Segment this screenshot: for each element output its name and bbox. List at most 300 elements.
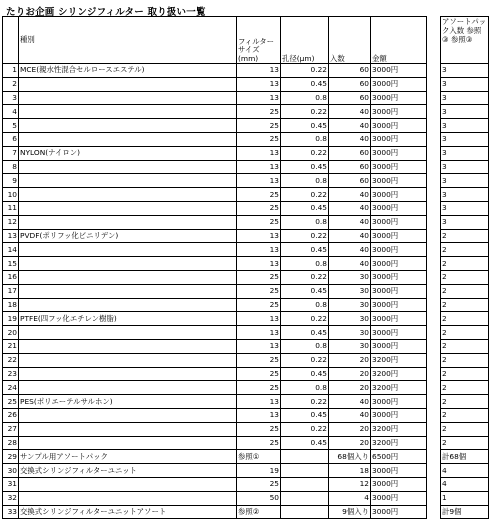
qty-cell: 30: [329, 312, 371, 326]
assort-row: [441, 119, 489, 133]
table-row: [3, 339, 427, 353]
table-row: [3, 105, 427, 119]
pore-cell: 0.45: [281, 77, 329, 91]
assort-row: [441, 243, 489, 257]
type-cell: [19, 298, 237, 312]
assort-row: [441, 174, 489, 188]
row-number: 4: [3, 105, 19, 119]
table-row: [3, 270, 427, 284]
pore-cell: 0.22: [281, 422, 329, 436]
type-cell: [19, 215, 237, 229]
assort-cell: 2: [441, 298, 489, 312]
assort-row: [441, 477, 489, 491]
assort-row: [441, 367, 489, 381]
pore-cell: 0.22: [281, 188, 329, 202]
size-cell: 25: [237, 367, 281, 381]
qty-cell: 18: [329, 464, 371, 478]
table-row: [3, 395, 427, 409]
assort-row: [441, 146, 489, 160]
row-number: 14: [3, 243, 19, 257]
assort-cell: 2: [441, 381, 489, 395]
table-row: [3, 477, 427, 491]
qty-cell: 30: [329, 339, 371, 353]
table-row: [3, 146, 427, 160]
size-cell: 25: [237, 215, 281, 229]
assort-cell: 2: [441, 436, 489, 450]
row-number: 32: [3, 491, 19, 505]
price-cell: 3000円: [371, 91, 427, 105]
header-assort: アソートパック入数 参照③ 参照③: [441, 17, 489, 64]
size-cell: 13: [237, 64, 281, 78]
size-cell: 25: [237, 284, 281, 298]
row-number: 7: [3, 146, 19, 160]
assort-row: [441, 201, 489, 215]
row-number: 33: [3, 505, 19, 519]
qty-cell: 68個入り: [329, 450, 371, 464]
table-row: [3, 119, 427, 133]
price-cell: 3000円: [371, 146, 427, 160]
header-row: [3, 17, 427, 64]
assort-row: [441, 464, 489, 478]
pore-cell: 0.8: [281, 339, 329, 353]
price-cell: 3000円: [371, 201, 427, 215]
qty-cell: 40: [329, 243, 371, 257]
size-cell: 13: [237, 339, 281, 353]
pore-cell: 0.8: [281, 257, 329, 271]
row-number: 16: [3, 270, 19, 284]
price-cell: 3000円: [371, 477, 427, 491]
pore-cell: [281, 450, 329, 464]
assort-row: [441, 339, 489, 353]
type-cell: [19, 160, 237, 174]
table-row: [3, 91, 427, 105]
assort-row: [441, 188, 489, 202]
assort-cell: 2: [441, 353, 489, 367]
qty-cell: 20: [329, 436, 371, 450]
pore-cell: 0.22: [281, 270, 329, 284]
qty-cell: 40: [329, 257, 371, 271]
assort-row: [441, 505, 489, 519]
qty-cell: 30: [329, 326, 371, 340]
assort-row: [441, 326, 489, 340]
size-cell: 13: [237, 326, 281, 340]
table-row: [3, 257, 427, 271]
assort-row: [441, 257, 489, 271]
header-pore: 孔径(μm): [281, 17, 329, 64]
assort-row: [441, 450, 489, 464]
assort-cell: 2: [441, 326, 489, 340]
row-number: 20: [3, 326, 19, 340]
pore-cell: [281, 464, 329, 478]
size-cell: 25: [237, 119, 281, 133]
assort-cell: 3: [441, 146, 489, 160]
size-cell: 50: [237, 491, 281, 505]
assort-row: [441, 160, 489, 174]
table-row: [3, 215, 427, 229]
header-price: 金額: [371, 17, 427, 64]
assort-cell: 3: [441, 132, 489, 146]
size-cell: 25: [237, 188, 281, 202]
qty-cell: 40: [329, 105, 371, 119]
assort-cell: 計9個: [441, 505, 489, 519]
row-number: 31: [3, 477, 19, 491]
qty-cell: 40: [329, 201, 371, 215]
assort-cell: 2: [441, 408, 489, 422]
qty-cell: 40: [329, 229, 371, 243]
pore-cell: 0.8: [281, 215, 329, 229]
row-number: 18: [3, 298, 19, 312]
type-cell: [19, 257, 237, 271]
type-cell: NYLON(ナイロン): [19, 146, 237, 160]
type-cell: [19, 381, 237, 395]
assort-cell: 2: [441, 257, 489, 271]
qty-cell: 40: [329, 188, 371, 202]
price-cell: 3000円: [371, 119, 427, 133]
assort-cell: 2: [441, 229, 489, 243]
sheet-title: たりお企画 シリンジフィルター 取り扱い一覧: [6, 7, 206, 18]
price-cell: 3000円: [371, 257, 427, 271]
price-cell: 3000円: [371, 77, 427, 91]
qty-cell: 40: [329, 395, 371, 409]
pore-cell: 0.22: [281, 312, 329, 326]
row-number: 21: [3, 339, 19, 353]
table-row: [3, 422, 427, 436]
table-row: [3, 367, 427, 381]
assort-row: [441, 436, 489, 450]
row-number: 25: [3, 395, 19, 409]
type-cell: サンプル用アソートパック: [19, 450, 237, 464]
pore-cell: 0.8: [281, 381, 329, 395]
assort-cell: 3: [441, 188, 489, 202]
pore-cell: 0.45: [281, 243, 329, 257]
row-number: 3: [3, 91, 19, 105]
price-cell: 3000円: [371, 243, 427, 257]
qty-cell: 60: [329, 160, 371, 174]
type-cell: 交換式シリンジフィルターユニット: [19, 464, 237, 478]
size-cell: 25: [237, 201, 281, 215]
size-cell: 25: [237, 270, 281, 284]
qty-cell: 30: [329, 284, 371, 298]
table-row: [3, 298, 427, 312]
size-cell: 13: [237, 408, 281, 422]
qty-cell: 40: [329, 132, 371, 146]
row-number: 30: [3, 464, 19, 478]
assort-cell: 2: [441, 339, 489, 353]
assort-row: [441, 381, 489, 395]
size-cell: 25: [237, 105, 281, 119]
assort-cell: 3: [441, 91, 489, 105]
qty-cell: 9個入り: [329, 505, 371, 519]
assort-cell: 計68個: [441, 450, 489, 464]
assort-cell: 2: [441, 312, 489, 326]
pore-cell: [281, 491, 329, 505]
size-cell: 参照①: [237, 450, 281, 464]
size-cell: 13: [237, 77, 281, 91]
table-row: [3, 326, 427, 340]
pore-cell: 0.45: [281, 201, 329, 215]
header-no: [3, 17, 19, 64]
qty-cell: 20: [329, 367, 371, 381]
table-row: [3, 464, 427, 478]
type-cell: [19, 326, 237, 340]
row-number: 27: [3, 422, 19, 436]
row-number: 23: [3, 367, 19, 381]
price-cell: 3000円: [371, 491, 427, 505]
price-cell: 3200円: [371, 353, 427, 367]
row-number: 10: [3, 188, 19, 202]
type-cell: [19, 91, 237, 105]
size-cell: 25: [237, 477, 281, 491]
price-cell: 3000円: [371, 395, 427, 409]
filter-table: [2, 16, 427, 519]
assort-cell: 1: [441, 491, 489, 505]
assort-header-row: [441, 17, 489, 64]
pore-cell: 0.45: [281, 160, 329, 174]
pore-cell: 0.22: [281, 64, 329, 78]
size-cell: 13: [237, 312, 281, 326]
assort-row: [441, 312, 489, 326]
type-cell: [19, 477, 237, 491]
table-row: [3, 132, 427, 146]
type-cell: [19, 339, 237, 353]
type-cell: 交換式シリンジフィルターユニットアソート: [19, 505, 237, 519]
row-number: 24: [3, 381, 19, 395]
price-cell: 3000円: [371, 284, 427, 298]
size-cell: 13: [237, 395, 281, 409]
assort-cell: 3: [441, 160, 489, 174]
size-cell: 13: [237, 229, 281, 243]
size-cell: 13: [237, 174, 281, 188]
assort-row: [441, 105, 489, 119]
row-number: 6: [3, 132, 19, 146]
assort-cell: 3: [441, 201, 489, 215]
table-row: [3, 77, 427, 91]
size-cell: 25: [237, 436, 281, 450]
type-cell: [19, 491, 237, 505]
assort-row: [441, 64, 489, 78]
type-cell: [19, 119, 237, 133]
pore-cell: [281, 505, 329, 519]
type-cell: [19, 422, 237, 436]
header-type: 種別: [19, 17, 237, 64]
price-cell: 3000円: [371, 105, 427, 119]
pore-cell: [281, 477, 329, 491]
size-cell: 13: [237, 91, 281, 105]
qty-cell: 20: [329, 422, 371, 436]
qty-cell: 30: [329, 298, 371, 312]
assort-cell: 3: [441, 215, 489, 229]
type-cell: [19, 367, 237, 381]
table-row: [3, 353, 427, 367]
pore-cell: 0.45: [281, 119, 329, 133]
assort-table: [440, 16, 489, 519]
qty-cell: 20: [329, 381, 371, 395]
type-cell: PVDF(ポリフッ化ビニリデン): [19, 229, 237, 243]
type-cell: [19, 201, 237, 215]
row-number: 2: [3, 77, 19, 91]
size-cell: 13: [237, 146, 281, 160]
type-cell: [19, 188, 237, 202]
assort-cell: 4: [441, 477, 489, 491]
assort-cell: 3: [441, 105, 489, 119]
type-cell: PES(ポリエーテルサルホン): [19, 395, 237, 409]
assort-row: [441, 298, 489, 312]
pore-cell: 0.8: [281, 132, 329, 146]
pore-cell: 0.45: [281, 436, 329, 450]
price-cell: 3000円: [371, 312, 427, 326]
assort-row: [441, 77, 489, 91]
size-cell: 25: [237, 132, 281, 146]
pore-cell: 0.22: [281, 146, 329, 160]
price-cell: 3000円: [371, 215, 427, 229]
assort-row: [441, 491, 489, 505]
price-cell: 3000円: [371, 408, 427, 422]
pore-cell: 0.45: [281, 326, 329, 340]
pore-cell: 0.45: [281, 408, 329, 422]
pore-cell: 0.8: [281, 174, 329, 188]
price-cell: 3000円: [371, 229, 427, 243]
size-cell: 19: [237, 464, 281, 478]
row-number: 17: [3, 284, 19, 298]
price-cell: 3200円: [371, 436, 427, 450]
assort-cell: 4: [441, 464, 489, 478]
row-number: 22: [3, 353, 19, 367]
assort-row: [441, 353, 489, 367]
row-number: 9: [3, 174, 19, 188]
price-cell: 3200円: [371, 422, 427, 436]
row-number: 28: [3, 436, 19, 450]
header-qty: 入数: [329, 17, 371, 64]
size-cell: 25: [237, 422, 281, 436]
pore-cell: 0.8: [281, 298, 329, 312]
table-row: [3, 450, 427, 464]
row-number: 12: [3, 215, 19, 229]
assort-cell: 2: [441, 422, 489, 436]
price-cell: 3000円: [371, 64, 427, 78]
assort-cell: 3: [441, 77, 489, 91]
table-row: [3, 381, 427, 395]
type-cell: PTFE(四フッ化エチレン樹脂): [19, 312, 237, 326]
header-size: フィルターサイズ(mm): [237, 17, 281, 64]
type-cell: [19, 174, 237, 188]
size-cell: 参照②: [237, 505, 281, 519]
qty-cell: 40: [329, 408, 371, 422]
pore-cell: 0.45: [281, 367, 329, 381]
type-cell: [19, 436, 237, 450]
type-cell: MCE(親水性混合セルロースエステル): [19, 64, 237, 78]
price-cell: 3000円: [371, 326, 427, 340]
pore-cell: 0.45: [281, 284, 329, 298]
price-cell: 3000円: [371, 270, 427, 284]
assort-row: [441, 408, 489, 422]
table-row: [3, 64, 427, 78]
size-cell: 25: [237, 381, 281, 395]
size-cell: 25: [237, 298, 281, 312]
price-cell: 3000円: [371, 298, 427, 312]
row-number: 5: [3, 119, 19, 133]
assort-cell: 2: [441, 367, 489, 381]
assort-row: [441, 270, 489, 284]
row-number: 8: [3, 160, 19, 174]
price-cell: 3000円: [371, 132, 427, 146]
qty-cell: 60: [329, 146, 371, 160]
price-cell: 3000円: [371, 188, 427, 202]
row-number: 29: [3, 450, 19, 464]
qty-cell: 12: [329, 477, 371, 491]
assort-row: [441, 215, 489, 229]
size-cell: 13: [237, 257, 281, 271]
type-cell: [19, 132, 237, 146]
price-cell: 3200円: [371, 367, 427, 381]
row-number: 26: [3, 408, 19, 422]
table-row: [3, 436, 427, 450]
type-cell: [19, 284, 237, 298]
pore-cell: 0.22: [281, 395, 329, 409]
assort-cell: 3: [441, 64, 489, 78]
type-cell: [19, 408, 237, 422]
table-row: [3, 491, 427, 505]
price-cell: 6500円: [371, 450, 427, 464]
type-cell: [19, 243, 237, 257]
size-cell: 13: [237, 243, 281, 257]
size-cell: 13: [237, 160, 281, 174]
price-cell: 3000円: [371, 464, 427, 478]
qty-cell: 60: [329, 174, 371, 188]
type-cell: [19, 353, 237, 367]
table-row: [3, 408, 427, 422]
assort-cell: 2: [441, 270, 489, 284]
table-row: [3, 201, 427, 215]
assort-cell: 3: [441, 119, 489, 133]
price-cell: 3000円: [371, 339, 427, 353]
pore-cell: 0.22: [281, 229, 329, 243]
price-cell: 3000円: [371, 160, 427, 174]
type-cell: [19, 270, 237, 284]
table-row: [3, 174, 427, 188]
type-cell: [19, 77, 237, 91]
row-number: 13: [3, 229, 19, 243]
qty-cell: 4: [329, 491, 371, 505]
assort-cell: 2: [441, 395, 489, 409]
type-cell: [19, 105, 237, 119]
assort-cell: 2: [441, 284, 489, 298]
assort-row: [441, 422, 489, 436]
table-row: [3, 188, 427, 202]
qty-cell: 20: [329, 353, 371, 367]
qty-cell: 30: [329, 270, 371, 284]
qty-cell: 60: [329, 77, 371, 91]
assort-row: [441, 395, 489, 409]
table-row: [3, 505, 427, 519]
row-number: 15: [3, 257, 19, 271]
assort-row: [441, 91, 489, 105]
row-number: 11: [3, 201, 19, 215]
assort-row: [441, 229, 489, 243]
price-cell: 3000円: [371, 174, 427, 188]
assort-row: [441, 284, 489, 298]
price-cell: 3200円: [371, 381, 427, 395]
pore-cell: 0.22: [281, 353, 329, 367]
table-row: [3, 229, 427, 243]
qty-cell: 60: [329, 64, 371, 78]
table-row: [3, 284, 427, 298]
assort-row: [441, 132, 489, 146]
table-row: [3, 312, 427, 326]
qty-cell: 40: [329, 215, 371, 229]
qty-cell: 60: [329, 91, 371, 105]
assort-cell: 2: [441, 243, 489, 257]
table-row: [3, 243, 427, 257]
